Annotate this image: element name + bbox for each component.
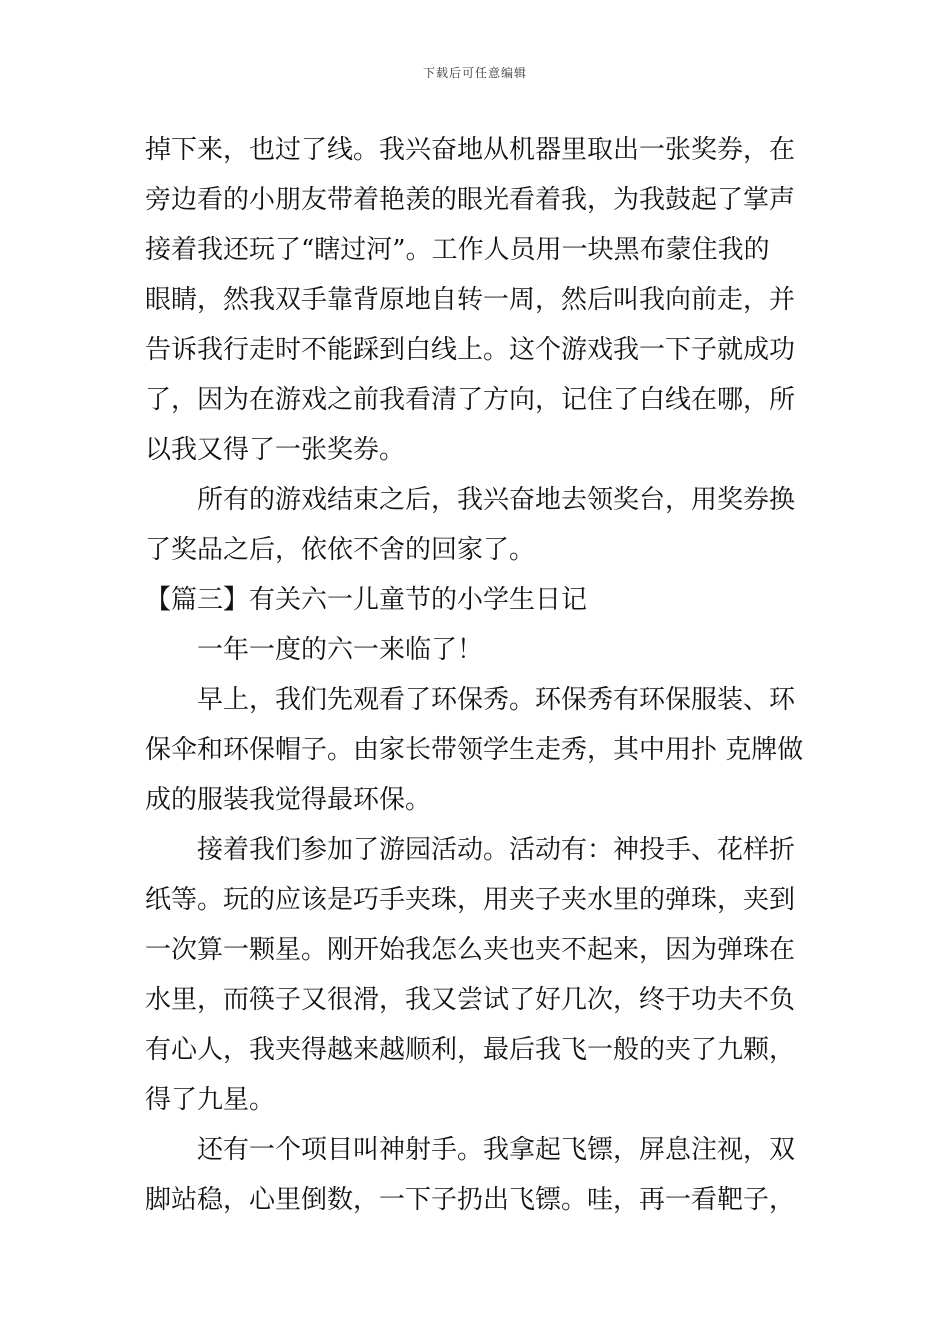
text-line: 得了九星。 [145,1085,276,1115]
text-line: 旁边看的小朋友带着艳羡的眼光看着我，为我鼓起了掌声 [145,185,796,215]
text-line: 还有一个项目叫神射手。我拿起飞镖，屏息注视，双 [197,1135,796,1165]
text-line: 一次算一颗星。刚开始我怎么夹也夹不起来，因为弹珠在 [145,935,796,965]
text-line: 一年一度的六一来临了！ [197,635,484,665]
text-line: 早上，我们先观看了环保秀。环保秀有环保服装、环 [197,685,796,715]
text-line: 眼睛，然我双手靠背原地自转一周，然后叫我向前走，并 [145,285,796,315]
text-line: 水里，而筷子又很滑，我又尝试了好几次，终于功夫不负 [145,985,796,1015]
section-heading: 【篇三】有关六一儿童节的小学生日记 [145,585,588,615]
text-line: 有心人，我夹得越来越顺利，最后我飞一般的夹了九颗， [145,1035,796,1065]
text-line: 掉下来，也过了线。我兴奋地从机器里取出一张奖券，在 [145,135,796,165]
text-line: 接着我们参加了游园活动。活动有：神投手、花样折 [197,835,796,865]
page-header: 下载后可任意编辑 [422,66,527,80]
text-line: 纸等。玩的应该是巧手夹珠，用夹子夹水里的弹珠，夹到 [145,885,796,915]
text-line: 成的服装我觉得最环保。 [145,785,432,815]
text-line: 告诉我行走时不能踩到白线上。这个游戏我一下子就成功 [145,335,796,365]
text-line: 了奖品之后，依依不舍的回家了。 [145,535,536,565]
text-line: 保伞和环保帽子。由家长带领学生走秀，其中用扑 克牌做 [145,735,804,765]
text-line: 了，因为在游戏之前我看清了方向，记住了白线在哪，所 [145,385,796,415]
text-line: 所有的游戏结束之后，我兴奋地去领奖台，用奖券换 [197,485,796,515]
text-line: 接着我还玩了“瞎过河”。工作人员用一块黑布蒙住我的 [145,235,770,265]
text-line: 以我又得了一张奖券。 [145,435,406,465]
text-line: 脚站稳，心里倒数，一下子扔出飞镖。哇，再一看靶子， [145,1185,796,1215]
